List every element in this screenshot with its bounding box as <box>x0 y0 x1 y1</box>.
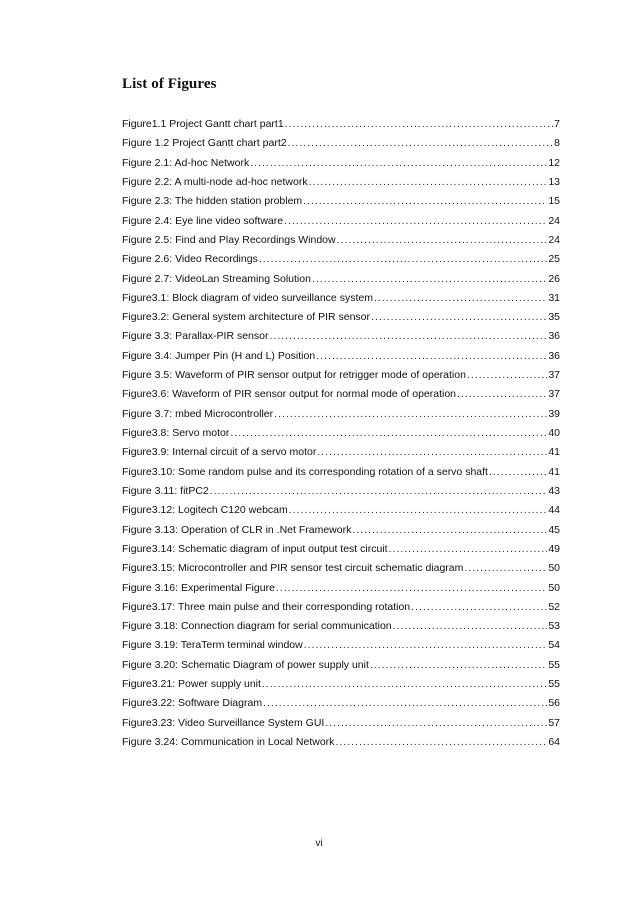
figure-page-number: 57 <box>548 716 560 729</box>
leader-dots <box>464 561 547 575</box>
leader-dots <box>285 117 553 131</box>
figure-page-number: 39 <box>548 407 560 420</box>
figure-title: Figure 3.5: Waveform of PIR sensor output for retrigger mode of operation <box>122 369 466 382</box>
figure-entry[interactable] <box>122 214 560 233</box>
figure-entry[interactable] <box>122 542 560 561</box>
leader-dots <box>304 638 548 652</box>
leader-dots <box>467 368 547 382</box>
figure-page-number: 13 <box>548 175 560 188</box>
figure-page-number: 53 <box>548 620 560 633</box>
figure-title: Figure3.22: Software Diagram <box>122 697 263 710</box>
leader-dots <box>337 233 548 247</box>
leader-dots <box>263 696 547 710</box>
figure-entry[interactable] <box>122 638 560 657</box>
figure-page-number: 41 <box>548 465 560 478</box>
figure-entry[interactable] <box>122 696 560 715</box>
figure-page-number: 37 <box>548 369 560 382</box>
figure-page-number: 50 <box>548 562 560 575</box>
leader-dots <box>210 484 548 498</box>
figure-title: Figure 2.6: Video Recordings <box>122 253 258 266</box>
leader-dots <box>276 581 547 595</box>
figure-page-number: 55 <box>548 658 560 671</box>
figure-title: Figure3.9: Internal circuit of a servo motor <box>122 446 317 459</box>
leader-dots <box>259 252 548 266</box>
leader-dots <box>312 272 547 286</box>
figure-page-number: 35 <box>548 311 560 324</box>
figure-title: Figure 3.18: Connection diagram for serial communication <box>122 620 392 633</box>
figure-title: Figure3.10: Some random pulse and its corresponding rotation of a servo shaft <box>122 465 488 478</box>
figure-title: Figure3.17: Three main pulse and their corresponding rotation <box>122 600 411 613</box>
figure-title: Figure3.14: Schematic diagram of input output test circuit <box>122 542 388 555</box>
figure-page-number: 54 <box>548 639 560 652</box>
figure-title: Figure 2.3: The hidden station problem <box>122 195 303 208</box>
leader-dots <box>374 291 547 305</box>
figure-title: Figure3.6: Waveform of PIR sensor output for normal mode of operation <box>122 388 457 401</box>
figure-entry[interactable] <box>122 677 560 696</box>
figure-entry[interactable] <box>122 426 560 445</box>
figure-page-number: 36 <box>548 330 560 343</box>
figure-page-number: 24 <box>548 233 560 246</box>
leader-dots <box>309 175 548 189</box>
figure-title: Figure3.21: Power supply unit <box>122 678 261 691</box>
figure-entry[interactable] <box>122 194 560 213</box>
figure-entry[interactable] <box>122 561 560 580</box>
figure-page-number: 7 <box>554 118 560 130</box>
leader-dots <box>352 523 547 537</box>
leader-dots <box>284 214 547 228</box>
figure-entry[interactable] <box>122 233 560 252</box>
leader-dots <box>317 445 547 459</box>
figure-title: Figure 3.7: mbed Microcontroller <box>122 407 274 420</box>
figure-page-number: 49 <box>548 542 560 555</box>
figure-page-number: 50 <box>548 581 560 594</box>
leader-dots <box>371 310 547 324</box>
figure-page-number: 40 <box>548 427 560 439</box>
figure-entry[interactable] <box>122 716 560 735</box>
figure-entry[interactable] <box>122 156 560 175</box>
figure-page-number: 24 <box>548 214 560 227</box>
figure-title: Figure 2.7: VideoLan Streaming Solution <box>122 272 311 285</box>
figure-entry[interactable] <box>122 252 560 271</box>
figure-entry[interactable] <box>122 175 560 194</box>
figure-page-number: 31 <box>548 291 560 304</box>
figure-title: Figure 1.2 Project Gantt chart part2 <box>122 137 287 150</box>
figure-entry[interactable] <box>122 484 560 503</box>
figure-title: Figure1.1 Project Gantt chart part1 <box>122 118 284 130</box>
figure-page-number: 41 <box>548 446 560 459</box>
leader-dots <box>274 407 547 421</box>
figure-title: Figure 2.5: Find and Play Recordings Window <box>122 233 336 246</box>
figure-entry[interactable] <box>122 329 560 348</box>
figure-title: Figure 3.4: Jumper Pin (H and L) Position <box>122 349 316 362</box>
figure-page-number: 8 <box>554 137 560 150</box>
leader-dots <box>289 503 548 517</box>
figure-entry[interactable] <box>122 465 560 484</box>
leader-dots <box>325 716 547 730</box>
figure-page-number: 55 <box>548 678 560 691</box>
leader-dots <box>250 156 547 170</box>
figure-page-number: 12 <box>548 156 560 169</box>
figure-title: Figure3.2: General system architecture of PIR sensor <box>122 311 371 324</box>
figure-title: Figure 3.13: Operation of CLR in .Net Framework <box>122 523 352 536</box>
figure-entry[interactable] <box>122 581 560 600</box>
figure-page-number: 36 <box>548 349 560 362</box>
figure-entry[interactable] <box>122 658 560 677</box>
figure-page-number: 43 <box>548 484 560 497</box>
figure-title: Figure 3.11: fitPC2 <box>122 484 209 497</box>
figure-entry[interactable] <box>122 291 560 310</box>
leader-dots <box>269 329 547 343</box>
figure-title: Figure3.8: Servo motor <box>122 427 230 439</box>
leader-dots <box>370 658 547 672</box>
figure-page-number: 25 <box>548 253 560 266</box>
page-number: vi <box>315 838 323 849</box>
figure-page-number: 26 <box>548 272 560 285</box>
figure-title: Figure 3.19: TeraTerm terminal window <box>122 639 303 652</box>
figure-entry[interactable] <box>122 735 560 754</box>
figure-entry[interactable] <box>122 272 560 291</box>
figure-page-number: 52 <box>548 600 560 613</box>
leader-dots <box>262 677 547 691</box>
figure-title: Figure 2.4: Eye line video software <box>122 214 284 227</box>
figure-title: Figure 3.20: Schematic Diagram of power supply unit <box>122 658 369 671</box>
figure-page-number: 64 <box>548 736 560 748</box>
figure-title: Figure3.1: Block diagram of video surveillance system <box>122 291 373 304</box>
figure-entry[interactable] <box>122 600 560 619</box>
figure-title: Figure 3.3: Parallax-PIR sensor <box>122 330 269 343</box>
leader-dots <box>316 349 547 363</box>
figure-entry[interactable] <box>122 136 560 155</box>
leader-dots <box>230 426 547 440</box>
figure-page-number: 44 <box>548 504 560 517</box>
figure-title: Figure 3.24: Communication in Local Network <box>122 736 335 748</box>
figure-page-number: 37 <box>548 388 560 401</box>
figure-title: Figure 3.16: Experimental Figure <box>122 581 275 594</box>
leader-dots <box>393 619 548 633</box>
figure-entry[interactable] <box>122 523 560 542</box>
figure-entry[interactable] <box>122 407 560 426</box>
leader-dots <box>303 194 547 208</box>
list-of-figures <box>122 117 560 754</box>
figure-entry[interactable] <box>122 349 560 368</box>
figure-entry[interactable] <box>122 503 560 522</box>
figure-title: Figure3.12: Logitech C120 webcam <box>122 504 288 517</box>
figure-page-number: 15 <box>548 195 560 208</box>
leader-dots <box>457 387 547 401</box>
leader-dots <box>489 465 547 479</box>
figure-entry[interactable] <box>122 368 560 387</box>
leader-dots <box>411 600 547 614</box>
figure-page-number: 45 <box>548 523 560 536</box>
figure-entry[interactable] <box>122 619 560 638</box>
leader-dots <box>389 542 548 556</box>
figure-entry[interactable] <box>122 310 560 329</box>
leader-dots <box>335 735 547 749</box>
leader-dots <box>288 136 554 150</box>
figure-title: Figure 2.1: Ad-hoc Network <box>122 156 250 169</box>
figure-page-number: 56 <box>548 697 560 710</box>
page-title: List of Figures <box>122 76 217 92</box>
figure-title: Figure 2.2: A multi-node ad-hoc network <box>122 175 308 188</box>
figure-entry[interactable] <box>122 445 560 464</box>
figure-title: Figure3.23: Video Surveillance System GUI <box>122 716 325 729</box>
figure-entry[interactable] <box>122 387 560 406</box>
figure-entry[interactable] <box>122 117 560 136</box>
figure-title: Figure3.15: Microcontroller and PIR sensor test circuit schematic diagram <box>122 562 464 575</box>
